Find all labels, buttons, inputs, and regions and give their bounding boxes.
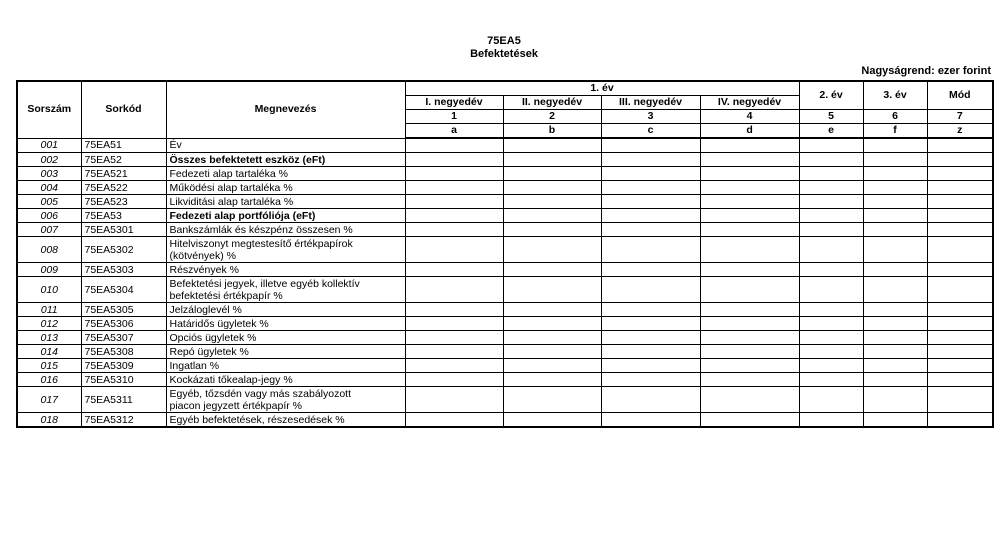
data-cell[interactable] <box>405 413 503 428</box>
data-cell[interactable] <box>799 263 863 277</box>
row-name <box>166 223 405 237</box>
data-cell[interactable] <box>405 195 503 209</box>
row-code: 75EA523 <box>81 195 166 209</box>
data-cell[interactable] <box>927 223 993 237</box>
table-row <box>17 413 993 428</box>
row-name <box>166 181 405 195</box>
data-cell[interactable] <box>700 237 799 263</box>
row-name-line: Fedezeti alap tartaléka % <box>169 167 288 180</box>
data-cell[interactable] <box>601 153 700 167</box>
data-cell[interactable] <box>503 413 601 428</box>
row-code: 75EA5308 <box>81 345 166 359</box>
data-cell[interactable] <box>927 331 993 345</box>
row-name <box>166 237 405 263</box>
data-cell[interactable] <box>503 387 601 413</box>
row-name-line: Egyéb, tőzsdén vagy más szabályozott <box>169 387 352 400</box>
table-row <box>17 303 993 317</box>
data-cell[interactable] <box>503 181 601 195</box>
data-cell[interactable] <box>503 345 601 359</box>
data-cell[interactable] <box>405 303 503 317</box>
data-cell[interactable] <box>799 223 863 237</box>
row-name-line: Opciós ügyletek % <box>169 331 257 344</box>
row-name <box>166 153 405 167</box>
row-code: 75EA52 <box>81 153 166 167</box>
header-letter: b <box>503 124 601 139</box>
data-cell[interactable] <box>503 223 601 237</box>
data-cell[interactable] <box>503 277 601 303</box>
row-name <box>166 303 405 317</box>
row-name <box>166 195 405 209</box>
data-cell[interactable] <box>863 263 927 277</box>
row-code: 75EA53 <box>81 209 166 223</box>
data-cell[interactable] <box>799 331 863 345</box>
data-cell[interactable] <box>601 413 700 428</box>
row-name <box>166 138 405 153</box>
data-cell[interactable] <box>405 138 503 153</box>
row-number: 011 <box>17 303 81 317</box>
data-cell[interactable] <box>700 373 799 387</box>
header-ev1: 1. év <box>405 81 799 96</box>
header-ev3: 3. év <box>863 81 927 110</box>
data-cell[interactable] <box>700 263 799 277</box>
data-cell[interactable] <box>601 138 700 153</box>
table-row <box>17 153 993 167</box>
data-cell[interactable] <box>700 413 799 428</box>
row-number: 012 <box>17 317 81 331</box>
row-code: 75EA5312 <box>81 413 166 428</box>
data-cell[interactable] <box>601 263 700 277</box>
header-mod: Mód <box>927 81 993 110</box>
table-row <box>17 331 993 345</box>
row-name-line: Jelzáloglevél % <box>169 303 242 316</box>
header-q1: I. negyedév <box>405 96 503 110</box>
row-number: 014 <box>17 345 81 359</box>
data-cell[interactable] <box>863 138 927 153</box>
data-cell[interactable] <box>927 181 993 195</box>
data-cell[interactable] <box>927 345 993 359</box>
row-number: 013 <box>17 331 81 345</box>
data-cell[interactable] <box>405 153 503 167</box>
data-cell[interactable] <box>601 181 700 195</box>
row-number: 018 <box>17 413 81 428</box>
row-number: 016 <box>17 373 81 387</box>
data-cell[interactable] <box>863 195 927 209</box>
header-letter: d <box>700 124 799 139</box>
data-cell[interactable] <box>503 303 601 317</box>
row-name <box>166 209 405 223</box>
data-cell[interactable] <box>927 359 993 373</box>
header-number: 1 <box>405 110 503 124</box>
data-table <box>16 80 994 428</box>
row-name-line: befektetési értékpapír % <box>169 289 283 302</box>
form-title: Befektetések <box>470 48 538 60</box>
table-row <box>17 167 993 181</box>
data-cell[interactable] <box>700 181 799 195</box>
header-number: 7 <box>927 110 993 124</box>
data-cell[interactable] <box>927 138 993 153</box>
data-cell[interactable] <box>863 345 927 359</box>
data-cell[interactable] <box>700 359 799 373</box>
header-letter: f <box>863 124 927 139</box>
data-cell[interactable] <box>601 317 700 331</box>
row-number: 006 <box>17 209 81 223</box>
data-cell[interactable] <box>863 167 927 181</box>
data-cell[interactable] <box>799 195 863 209</box>
data-cell[interactable] <box>601 387 700 413</box>
data-cell[interactable] <box>405 167 503 181</box>
data-cell[interactable] <box>405 263 503 277</box>
data-cell[interactable] <box>405 373 503 387</box>
data-cell[interactable] <box>799 359 863 373</box>
row-name-line: Működési alap tartaléka % <box>169 181 293 194</box>
header-letter: c <box>601 124 700 139</box>
data-cell[interactable] <box>799 181 863 195</box>
table-row <box>17 223 993 237</box>
header-ev2: 2. év <box>799 81 863 110</box>
unit-label: Nagyságrend: ezer forint <box>861 65 991 77</box>
row-code: 75EA5301 <box>81 223 166 237</box>
table-row <box>17 317 993 331</box>
row-name <box>166 359 405 373</box>
table-row <box>17 387 993 413</box>
data-cell[interactable] <box>601 209 700 223</box>
data-cell[interactable] <box>700 223 799 237</box>
row-number: 002 <box>17 153 81 167</box>
data-cell[interactable] <box>405 387 503 413</box>
row-name <box>166 317 405 331</box>
row-code: 75EA5311 <box>81 387 166 413</box>
row-name <box>166 345 405 359</box>
row-name-line: Likviditási alap tartaléka % <box>169 195 294 208</box>
row-name-line: (kötvények) % <box>169 249 237 262</box>
header-number: 3 <box>601 110 700 124</box>
data-cell[interactable] <box>927 195 993 209</box>
data-cell[interactable] <box>503 153 601 167</box>
table-row <box>17 209 993 223</box>
data-cell[interactable] <box>863 317 927 331</box>
data-cell[interactable] <box>863 223 927 237</box>
data-cell[interactable] <box>927 153 993 167</box>
row-number: 003 <box>17 167 81 181</box>
header-letter: a <box>405 124 503 139</box>
table-row <box>17 138 993 153</box>
data-cell[interactable] <box>405 331 503 345</box>
data-cell[interactable] <box>863 153 927 167</box>
table-row <box>17 181 993 195</box>
data-cell[interactable] <box>700 138 799 153</box>
row-code: 75EA5306 <box>81 317 166 331</box>
data-cell[interactable] <box>503 263 601 277</box>
data-cell[interactable] <box>700 195 799 209</box>
row-code: 75EA5305 <box>81 303 166 317</box>
row-number: 008 <box>17 237 81 263</box>
data-cell[interactable] <box>927 167 993 181</box>
data-cell[interactable] <box>927 317 993 331</box>
data-cell[interactable] <box>799 387 863 413</box>
data-cell[interactable] <box>601 277 700 303</box>
header-letter: z <box>927 124 993 139</box>
row-name-line: Év <box>169 139 182 152</box>
data-cell[interactable] <box>927 413 993 428</box>
data-cell[interactable] <box>503 167 601 181</box>
table-row <box>17 237 993 263</box>
form-code: 75EA5 <box>487 35 521 47</box>
row-name-line: Bankszámlák és készpénz összesen % <box>169 223 353 236</box>
data-cell[interactable] <box>405 317 503 331</box>
data-cell[interactable] <box>601 345 700 359</box>
data-cell[interactable] <box>405 345 503 359</box>
data-cell[interactable] <box>503 331 601 345</box>
header-sorszam: Sorszám <box>17 81 81 138</box>
data-cell[interactable] <box>863 277 927 303</box>
header-q2: II. negyedév <box>503 96 601 110</box>
data-cell[interactable] <box>700 345 799 359</box>
data-cell[interactable] <box>799 153 863 167</box>
data-cell[interactable] <box>405 181 503 195</box>
data-cell[interactable] <box>799 209 863 223</box>
data-cell[interactable] <box>700 387 799 413</box>
row-name <box>166 167 405 181</box>
row-number: 010 <box>17 277 81 303</box>
row-name-line: Fedezeti alap portfóliója (eFt) <box>169 209 316 222</box>
data-cell[interactable] <box>405 209 503 223</box>
data-cell[interactable] <box>799 237 863 263</box>
row-name-line: Részvények % <box>169 263 239 276</box>
row-code: 75EA522 <box>81 181 166 195</box>
data-cell[interactable] <box>863 373 927 387</box>
row-name <box>166 387 405 413</box>
data-cell[interactable] <box>405 237 503 263</box>
row-number: 005 <box>17 195 81 209</box>
data-cell[interactable] <box>927 237 993 263</box>
row-name-line: Egyéb befektetések, részesedések % <box>169 413 345 426</box>
data-cell[interactable] <box>927 263 993 277</box>
data-cell[interactable] <box>503 195 601 209</box>
table-row <box>17 263 993 277</box>
data-cell[interactable] <box>601 359 700 373</box>
row-code: 75EA5309 <box>81 359 166 373</box>
row-code: 75EA51 <box>81 138 166 153</box>
data-cell[interactable] <box>601 167 700 181</box>
data-cell[interactable] <box>700 303 799 317</box>
data-cell[interactable] <box>927 277 993 303</box>
data-cell[interactable] <box>863 209 927 223</box>
data-cell[interactable] <box>799 345 863 359</box>
data-cell[interactable] <box>700 153 799 167</box>
data-cell[interactable] <box>799 413 863 428</box>
data-cell[interactable] <box>405 359 503 373</box>
data-cell[interactable] <box>503 317 601 331</box>
row-code: 75EA5304 <box>81 277 166 303</box>
data-cell[interactable] <box>799 373 863 387</box>
data-cell[interactable] <box>601 303 700 317</box>
row-number: 015 <box>17 359 81 373</box>
row-number: 001 <box>17 138 81 153</box>
header-letter: e <box>799 124 863 139</box>
header-number: 5 <box>799 110 863 124</box>
row-name <box>166 277 405 303</box>
data-cell[interactable] <box>700 317 799 331</box>
data-cell[interactable] <box>863 387 927 413</box>
data-cell[interactable] <box>799 138 863 153</box>
row-name-line: Repó ügyletek % <box>169 345 249 358</box>
row-name-line: Hitelviszonyt megtestesítő értékpapírok <box>169 237 353 250</box>
data-cell[interactable] <box>601 373 700 387</box>
header-number: 4 <box>700 110 799 124</box>
row-number: 017 <box>17 387 81 413</box>
data-cell[interactable] <box>405 223 503 237</box>
row-name-line: Határidős ügyletek % <box>169 317 269 330</box>
row-code: 75EA5303 <box>81 263 166 277</box>
data-cell[interactable] <box>700 209 799 223</box>
table-row <box>17 345 993 359</box>
header-number: 2 <box>503 110 601 124</box>
table-row <box>17 359 993 373</box>
data-cell[interactable] <box>503 237 601 263</box>
data-cell[interactable] <box>503 138 601 153</box>
row-number: 004 <box>17 181 81 195</box>
row-code: 75EA5307 <box>81 331 166 345</box>
row-code: 75EA5310 <box>81 373 166 387</box>
data-cell[interactable] <box>799 317 863 331</box>
data-cell[interactable] <box>503 209 601 223</box>
data-cell[interactable] <box>863 181 927 195</box>
row-name <box>166 413 405 428</box>
row-name <box>166 373 405 387</box>
data-cell[interactable] <box>601 223 700 237</box>
data-cell[interactable] <box>405 277 503 303</box>
data-cell[interactable] <box>927 209 993 223</box>
header-megnevezes: Megnevezés <box>166 81 405 138</box>
row-name <box>166 263 405 277</box>
row-number: 009 <box>17 263 81 277</box>
row-name <box>166 331 405 345</box>
data-cell[interactable] <box>503 359 601 373</box>
row-name-line: Kockázati tőkealap-jegy % <box>169 373 293 386</box>
header-q3: III. negyedév <box>601 96 700 110</box>
data-cell[interactable] <box>503 373 601 387</box>
table-row <box>17 195 993 209</box>
table-row <box>17 277 993 303</box>
data-cell[interactable] <box>700 167 799 181</box>
header-q4: IV. negyedév <box>700 96 799 110</box>
table-row <box>17 373 993 387</box>
data-cell[interactable] <box>700 331 799 345</box>
data-cell[interactable] <box>799 277 863 303</box>
header-sorkod: Sorkód <box>81 81 166 138</box>
row-number: 007 <box>17 223 81 237</box>
data-cell[interactable] <box>863 331 927 345</box>
data-cell[interactable] <box>927 373 993 387</box>
data-cell[interactable] <box>927 387 993 413</box>
row-name-line: Ingatlan % <box>169 359 220 372</box>
data-cell[interactable] <box>601 195 700 209</box>
data-cell[interactable] <box>799 303 863 317</box>
data-cell[interactable] <box>863 413 927 428</box>
row-code: 75EA5302 <box>81 237 166 263</box>
data-cell[interactable] <box>863 359 927 373</box>
row-name-line: Befektetési jegyek, illetve egyéb kollektív <box>169 277 360 290</box>
row-name-line: piacon jegyzett értékpapír % <box>169 399 302 412</box>
data-cell[interactable] <box>799 167 863 181</box>
data-cell[interactable] <box>927 303 993 317</box>
data-cell[interactable] <box>863 237 927 263</box>
header-number: 6 <box>863 110 927 124</box>
data-cell[interactable] <box>601 331 700 345</box>
data-cell[interactable] <box>863 303 927 317</box>
row-name-line: Összes befektetett eszköz (eFt) <box>169 153 326 166</box>
data-cell[interactable] <box>700 277 799 303</box>
data-cell[interactable] <box>601 237 700 263</box>
row-code: 75EA521 <box>81 167 166 181</box>
